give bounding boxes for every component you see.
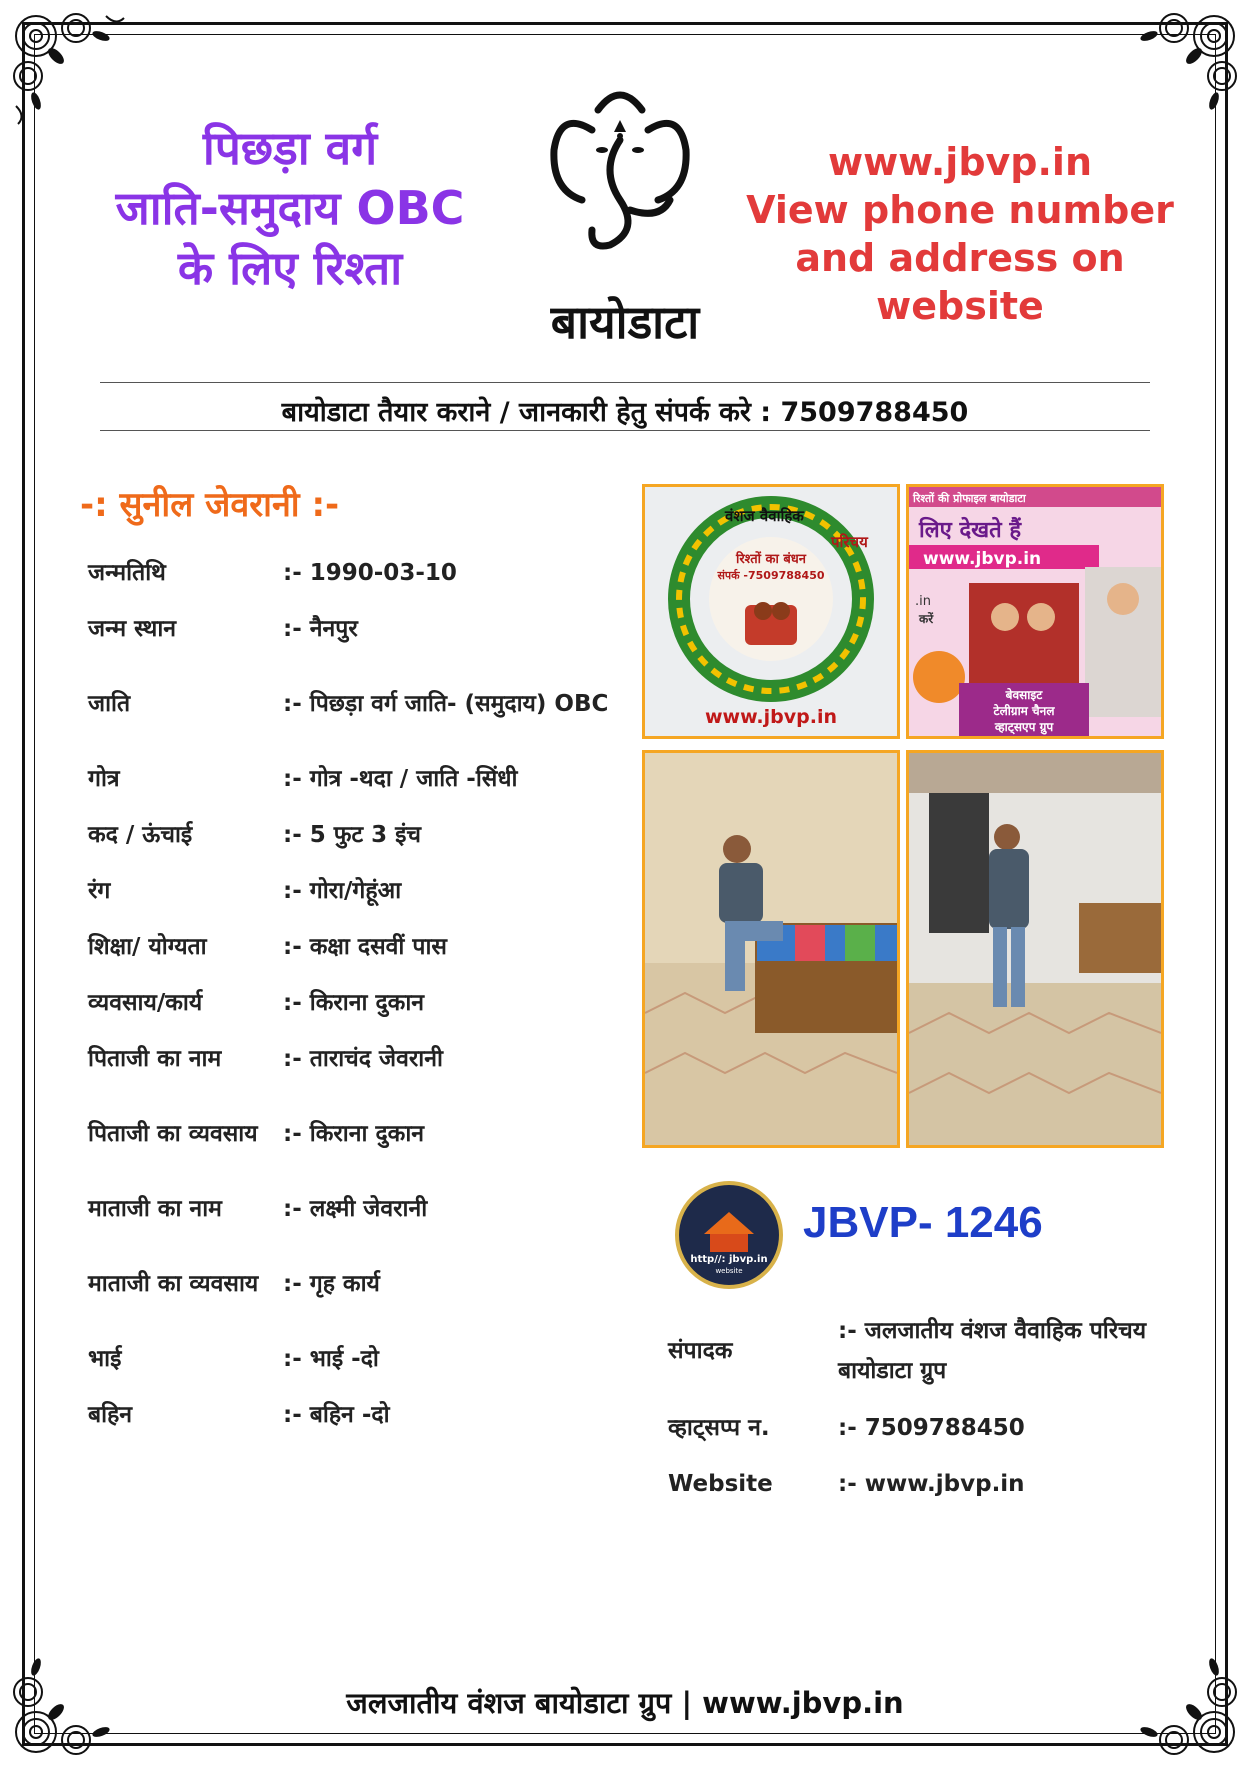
detail-row xyxy=(88,975,628,1031)
editor-label: व्हाट्सप्प न. xyxy=(668,1415,770,1441)
detail-row xyxy=(88,1387,628,1443)
detail-label: शिक्षा/ योग्यता xyxy=(88,934,207,960)
website-note xyxy=(720,138,1200,330)
detail-label: भाई xyxy=(88,1346,122,1372)
detail-label: कद / ऊंचाई xyxy=(88,822,193,848)
document-title: बायोडाटा xyxy=(550,295,700,349)
website-note-line: View phone number xyxy=(746,188,1174,232)
rose-corner-ornament xyxy=(6,6,126,126)
promo-bottom-text: बेवसाइट xyxy=(1005,688,1043,702)
promo-center-text: रिश्तों का बंधन xyxy=(735,552,807,567)
detail-label: गोत्र xyxy=(88,766,120,792)
detail-value: :- पिछड़ा वर्ग जाति- (समुदाय) OBC xyxy=(283,691,609,717)
ganesh-icon xyxy=(540,70,700,270)
promo-center-text: संपर्क -7509788450 xyxy=(717,569,825,582)
promo-headline: लिए देखते हैं xyxy=(919,518,1021,543)
detail-row xyxy=(88,1237,628,1331)
website-note-line: and address on website xyxy=(795,236,1125,328)
editor-row xyxy=(668,1310,1188,1392)
profile-photo xyxy=(906,750,1164,1148)
website-url: www.jbvp.in xyxy=(827,140,1093,184)
detail-value: :- नैनपुर xyxy=(283,616,358,642)
detail-row xyxy=(88,1181,628,1237)
detail-value: :- गोरा/गेहूंआ xyxy=(283,878,402,904)
detail-value: :- लक्ष्मी जेवरानी xyxy=(283,1196,428,1222)
jbvp-logo-badge xyxy=(674,1180,784,1290)
detail-value: :- 5 फुट 3 इंच xyxy=(283,822,422,848)
detail-label: जन्मतिथि xyxy=(88,560,166,586)
editor-row xyxy=(668,1464,1188,1504)
divider xyxy=(100,430,1150,431)
obc-heading-line: जाति-समुदाय OBC xyxy=(115,181,465,235)
detail-row xyxy=(88,601,628,657)
promo-bottom-text: व्हाट्सएप ग्रुप xyxy=(994,720,1054,734)
promo-ring-top: वंशज वैवाहिक xyxy=(725,507,804,525)
detail-label: जन्म स्थान xyxy=(88,616,177,642)
detail-label: रंग xyxy=(88,878,111,904)
promo-top-bar: रिश्तों की प्रोफाइल बायोडाटा xyxy=(913,492,1026,505)
detail-label: माताजी का नाम xyxy=(88,1196,222,1222)
detail-row xyxy=(88,751,628,807)
profile-photo xyxy=(642,750,900,1148)
detail-row xyxy=(88,807,628,863)
rose-corner-ornament xyxy=(1124,6,1244,126)
obc-heading-line: पिछड़ा वर्ग xyxy=(202,121,378,175)
detail-label: जाति xyxy=(88,691,131,717)
person-name: -: सुनील जेवरानी :- xyxy=(80,485,340,525)
promo-ring-right: परिचय xyxy=(831,533,868,551)
editor-label: संपादक xyxy=(668,1338,733,1364)
promo-side-text: करें xyxy=(919,612,934,626)
contact-line: बायोडाटा तैयार कराने / जानकारी हेतु संपर्क करे : 7509788450 xyxy=(281,397,969,428)
promo-logo-image xyxy=(642,484,900,739)
detail-row xyxy=(88,1331,628,1387)
detail-label: बहिन xyxy=(88,1402,133,1428)
detail-value: :- गोत्र -थदा / जाति -सिंधी xyxy=(283,766,518,792)
detail-row xyxy=(88,919,628,975)
detail-row xyxy=(88,1087,628,1181)
editor-value: :- www.jbvp.in xyxy=(838,1471,1025,1497)
detail-row xyxy=(88,863,628,919)
editor-label: Website xyxy=(668,1471,773,1497)
detail-value: :- ताराचंद जेवरानी xyxy=(283,1046,443,1072)
promo-url: www.jbvp.in xyxy=(923,549,1042,569)
detail-value: :- किराना दुकान xyxy=(283,990,425,1016)
editor-value: :- 7509788450 xyxy=(838,1415,1025,1441)
detail-value: :- भाई -दो xyxy=(283,1346,379,1372)
promo-bottom-text: टेलीग्राम चैनल xyxy=(993,704,1055,718)
detail-row xyxy=(88,1031,628,1087)
detail-value: :- 1990-03-10 xyxy=(283,560,457,586)
profile-id: JBVP- 1246 xyxy=(803,1198,1043,1247)
detail-value: :- गृह कार्य xyxy=(283,1271,380,1297)
editor-value: :- जलजातीय वंशज वैवाहिक परिचय बायोडाटा ग्रुप xyxy=(838,1318,1147,1384)
footer-text: जलजातीय वंशज बायोडाटा ग्रुप | www.jbvp.in xyxy=(346,1686,904,1720)
badge-url: http//: jbvp.in xyxy=(690,1254,768,1265)
obc-heading xyxy=(70,118,510,298)
editor-row xyxy=(668,1408,1188,1448)
detail-value: :- बहिन -दो xyxy=(283,1402,390,1428)
obc-heading-line: के लिए रिश्ता xyxy=(177,241,403,295)
editor-info xyxy=(668,1310,1188,1520)
detail-label: पिताजी का व्यवसाय xyxy=(88,1121,258,1147)
detail-row xyxy=(88,657,628,751)
promo-banner-image xyxy=(906,484,1164,739)
detail-label: पिताजी का नाम xyxy=(88,1046,222,1072)
details-table xyxy=(88,545,628,1443)
detail-label: माताजी का व्यवसाय xyxy=(88,1271,259,1297)
divider xyxy=(100,382,1150,383)
detail-value: :- किराना दुकान xyxy=(283,1121,425,1147)
badge-sub: website xyxy=(715,1267,743,1275)
detail-row xyxy=(88,545,628,601)
promo-side-text: .in xyxy=(915,594,931,609)
detail-value: :- कक्षा दसवीं पास xyxy=(283,934,447,960)
detail-label: व्यवसाय/कार्य xyxy=(88,990,203,1016)
promo-url: www.jbvp.in xyxy=(704,706,838,728)
